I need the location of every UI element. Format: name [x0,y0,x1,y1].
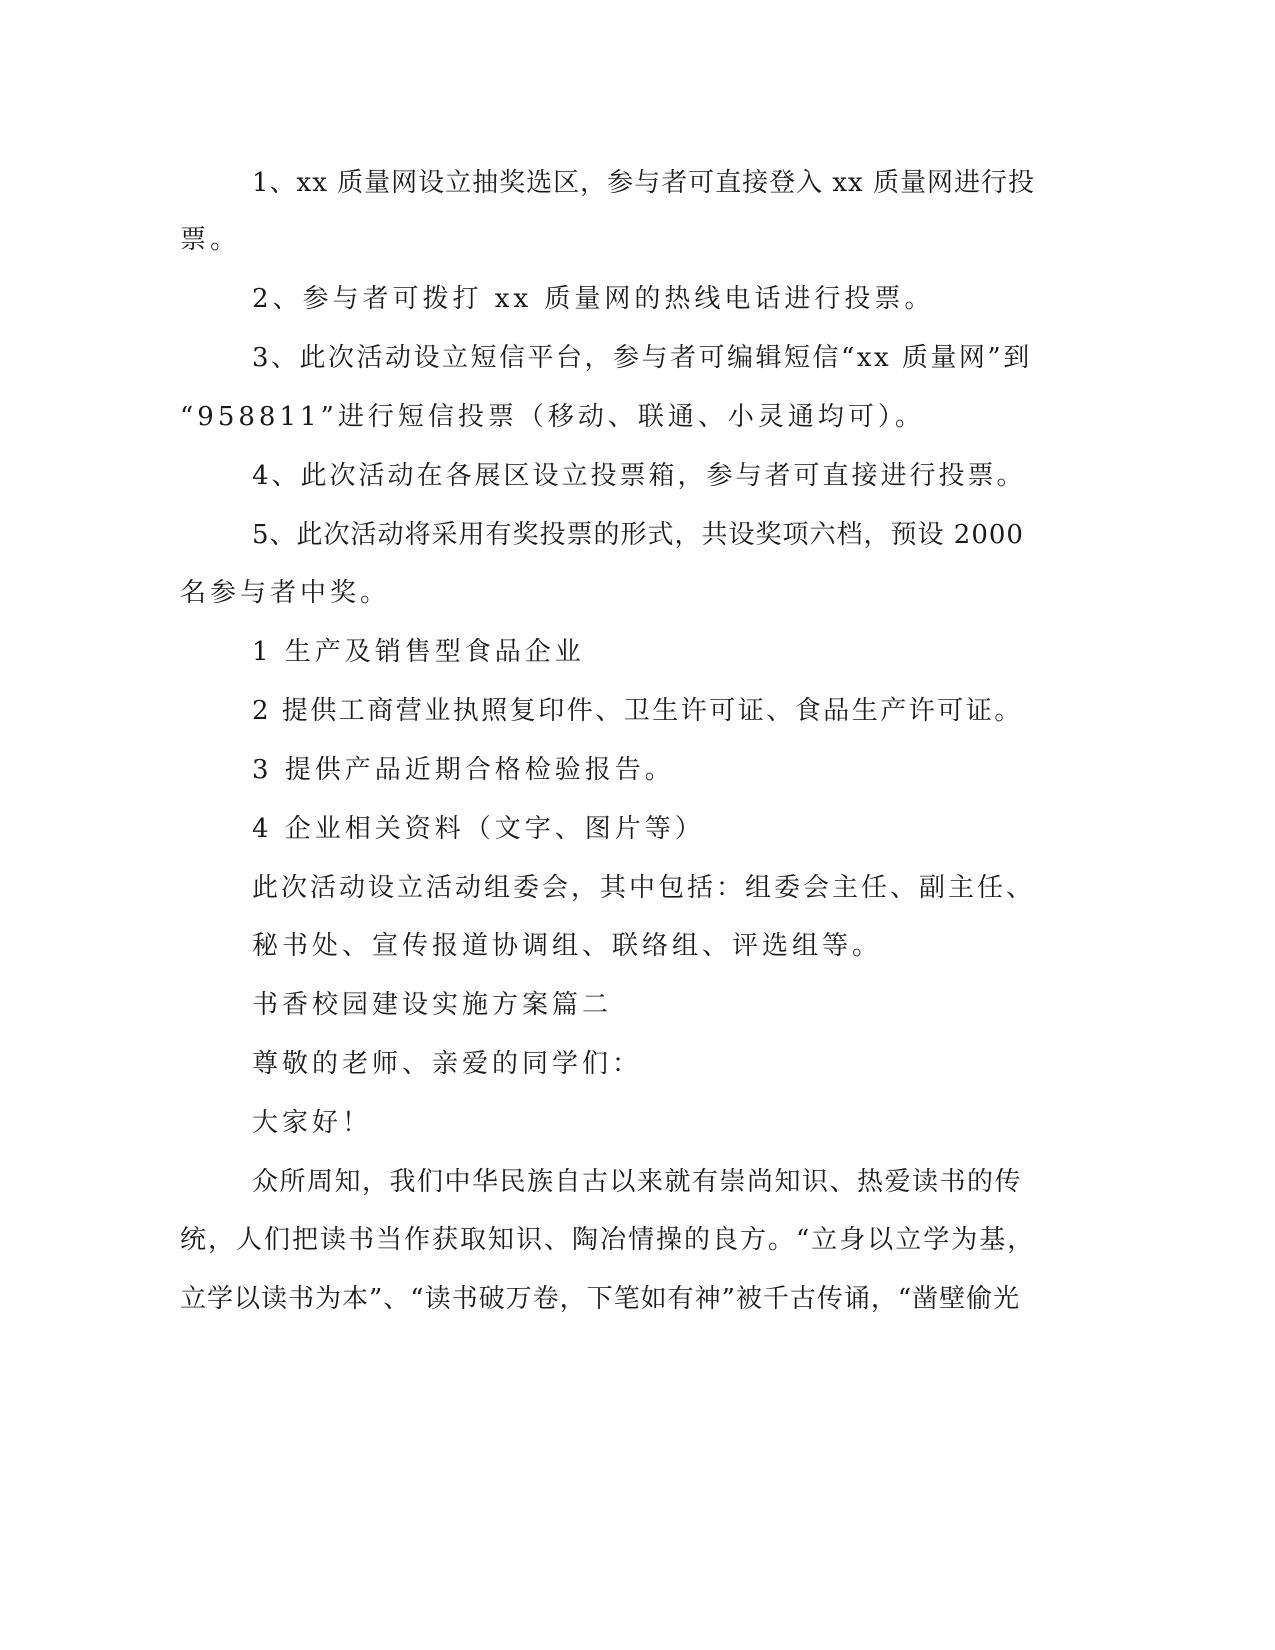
text-line: 票。 [180,225,241,255]
text-line: 1、xx 质量网设立抽奖选区，参与者可直接登入 xx 质量网进行投 [252,168,1035,198]
text-line: 名参与者中奖。 [180,578,391,608]
text-line: 1 生产及销售型食品企业 [252,637,585,667]
text-line: “958811”进行短信投票（移动、联通、小灵通均可）。 [180,402,925,432]
salutation: 尊敬的老师、亲爱的同学们： [252,1049,643,1079]
text-line: 4 企业相关资料（文字、图片等） [252,814,705,844]
section-heading: 书香校园建设实施方案篇二 [252,990,613,1020]
text-line: 立学以读书为本”、“读书破万卷，下笔如有神”被千古传诵，“凿壁偷光 [180,1284,1021,1314]
text-line: 3、此次活动设立短信平台，参与者可编辑短信“xx 质量网”到 [252,343,1032,373]
greeting: 大家好！ [252,1108,373,1138]
text-line: 众所周知，我们中华民族自古以来就有崇尚知识、热爱读书的传 [252,1167,1023,1197]
text-line: 4、此次活动在各展区设立投票箱，参与者可直接进行投票。 [252,461,1026,491]
text-line: 秘书处、宣传报道协调组、联络组、评选组等。 [252,931,883,961]
text-line: 统，人们把读书当作获取知识、陶冶情操的良方。“立身以立学为基， [180,1225,1036,1255]
text-line: 2 提供工商营业执照复印件、卫生许可证、食品生产许可证。 [252,696,1023,726]
text-line: 3 提供产品近期合格检验报告。 [252,755,675,785]
text-line: 此次活动设立活动组委会，其中包括：组委会主任、副主任、 [252,873,1036,903]
text-line: 5、此次活动将采用有奖投票的形式，共设奖项六档，预设 2000 [252,520,1024,550]
text-line: 2、参与者可拨打 xx 质量网的热线电话进行投票。 [252,284,935,314]
